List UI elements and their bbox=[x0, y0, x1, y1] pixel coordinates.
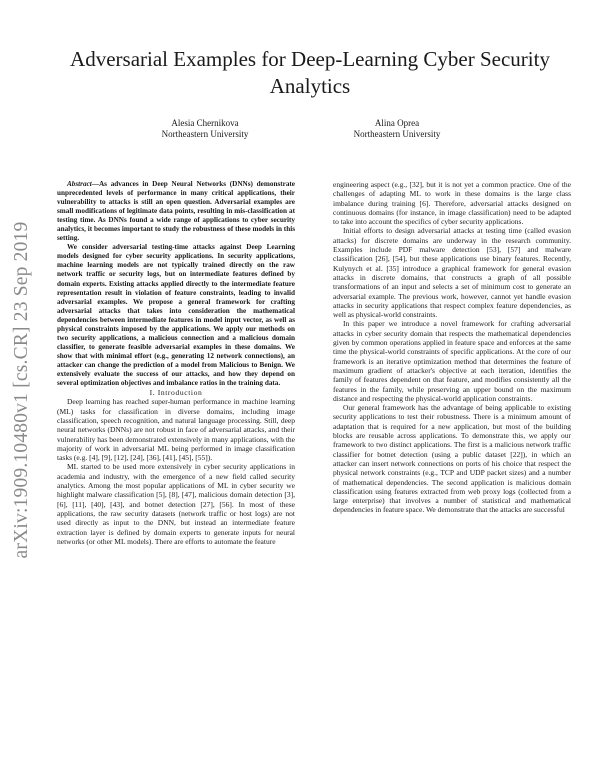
author-affiliation: Northeastern University bbox=[161, 129, 249, 139]
abstract-lead: Abstract bbox=[67, 180, 92, 188]
author-affiliation: Northeastern University bbox=[353, 129, 441, 139]
author-2 bbox=[317, 118, 477, 140]
intro-paragraph-5: In this paper we introduce a novel framework for crafting adversarial attacks in cyber security domain that respects the mathematical dependencies given by common operations applied in feature space and enforces at the same time the physical-world constraints of specific applications. At the core of our framework is an iterative optimization method that determines the feature of maximum gradient of attacker's objective at each iteration, identifies the family of features dependent on that feature, and modifies consistently all the features in the family, while preserving an upper bound on the maximum distance and respecting the physical-world application constraints. bbox=[333, 319, 571, 403]
abstract-paragraph-1 bbox=[57, 180, 295, 243]
abstract-text-1: —As advances in Deep Neural Networks (DNNs) demonstrate unprecedented levels of performance in many critical applications, their vulnerability to attacks is still an open question. Adversarial examples are small modifications of legitimate data points, resulting in mis-classification at testing time. As DNNs found a wide range of applications to cyber security analytics, it becomes important to study the robustness of these models in this setting. bbox=[57, 180, 295, 243]
intro-paragraph-4: Initial efforts to design adversarial attacks at testing time (called evasion attacks) for discrete domains are underway in the research community. Examples include PDF malware detection [53], [57] and malware classification [26], [54], but these applications use binary features. Recently, Kulynych et al. [35] introduce a graphical framework for general evasion attacks in discrete domains, that constructs a graph of all possible transformations of an input and selects a set of minimum cost to generate an adversarial example. The previous work, however, cannot yet handle evasion attacks in security applications that respect complex feature dependencies, as well as physical-world constraints. bbox=[333, 226, 571, 320]
intro-paragraph-2: ML started to be used more extensively in cyber security applications in academia and industry, with the emergence of a new field called security analytics. Among the most popular applications of ML in cyber security we highlight malware classification [5], [8], [47], malicious domain detection [3], [6], [11], [40], [43], and botnet detection [27], [56]. In most of these applications, the raw security datasets (network traffic or host logs) are not used directly as input to the DNN, but instead an intermediate feature extraction layer is defined by domain experts to generate inputs for neural networks (or other ML models). There are efforts to automate the feature bbox=[57, 462, 295, 546]
section-heading-introduction: I. Introduction bbox=[149, 388, 203, 398]
author-1 bbox=[125, 118, 285, 140]
abstract-paragraph-2: We consider adversarial testing-time attacks against Deep Learning models designed for cyber security applications. In security applications, machine learning models are not typically trained directly on the raw network traffic or security logs, but on intermediate features defined by domain experts. Existing attacks applied directly to the intermediate feature representation result in violation of feature constraints, leading to invalid adversarial examples. We propose a general framework for crafting adversarial attacks that takes into consideration the mathematical dependencies between intermediate features in model input vector, as well as physical constraints imposed by the applications. We apply our methods on two security applications, a malicious connection and a malicious domain classifier, to generate feasible adversarial examples in these domains. We show that with minimal effort (e.g., generating 12 network connections), an attacker can change the prediction of a model from Malicious to Benign. We extensively evaluate the success of our attacks, and how they depend on several optimization objectives and imbalance ratios in the training data. bbox=[57, 243, 295, 388]
right-column bbox=[333, 180, 571, 772]
author-name: Alesia Chernikova bbox=[171, 118, 239, 128]
left-column bbox=[57, 180, 295, 772]
arxiv-sidebar bbox=[2, 200, 42, 580]
author-name: Alina Oprea bbox=[374, 118, 420, 128]
arxiv-identifier: arXiv:1909.10480v1 [cs.CR] 23 Sep 2019 bbox=[11, 221, 32, 559]
paper-title: Adversarial Examples for Deep-Learning Cyber Security Analytics bbox=[70, 47, 550, 98]
intro-paragraph-3: engineering aspect (e.g., [32], but it is not yet a common practice. One of the challenges of adapting ML to work in these domains is the large class imbalance during training [6]. Therefore, adversarial attacks designed on continuous domains (for instance, in image classification) need to be adapted to take into account the specifics of cyber security applications. bbox=[333, 180, 571, 227]
intro-paragraph-1: Deep learning has reached super-human performance in machine learning (ML) tasks for classification in diverse domains, including image classification, speech recognition, and natural language processing. Still, deep neural networks (DNNs) are not robust in face of adversarial attacks, and their vulnerability has been demonstrated extensively in many applications, with the majority of work in adversarial ML being performed in image classification tasks (e.g. [4], [9], [12], [24], [36], [41], [45], [55]). bbox=[57, 397, 295, 463]
intro-paragraph-6: Our general framework has the advantage of being applicable to existing security applications to test their robustness. There is a minimum amount of adaptation that is required for a new application, but most of the building blocks are reusable across applications. To demonstrate this, we apply our framework to two distinct applications. The first is a malicious network traffic classifier for botnet detection (using a public dataset [22]), in which an attacker can insert network connections on ports of his choice that respect the physical network constraints (e.g., TCP and UDP packet sizes) and a number of mathematical dependencies. The second application is malicious domain classification using features extracted from web proxy logs (collected from a large enterprise) that involves a number of statistical and mathematical dependencies in feature space. We demonstrate that the attacks are successful bbox=[333, 403, 571, 515]
